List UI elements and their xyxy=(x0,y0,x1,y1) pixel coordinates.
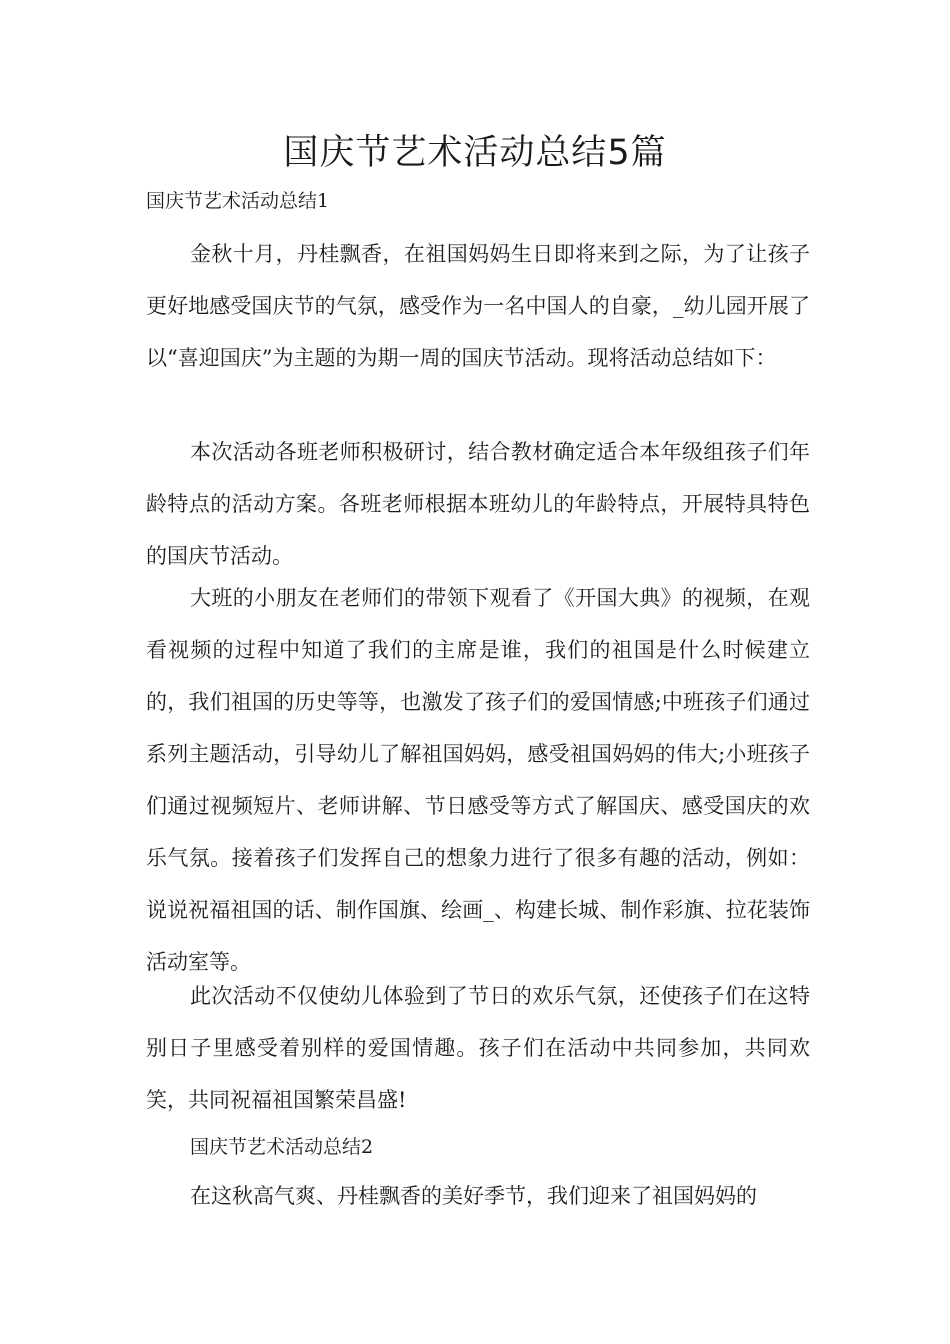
document-title: 国庆节艺术活动总结5篇 xyxy=(283,133,667,173)
paragraph-2-1: 在这秋高气爽、丹桂飘香的美好季节，我们迎来了祖国妈妈的 xyxy=(190,1184,757,1208)
section-heading-1: 国庆节艺术活动总结1 xyxy=(146,190,330,212)
paragraph-1-4: 此次活动不仅使幼儿体验到了节日的欢乐气氛，还使孩子们在这特别日子里感受着别样的爱国情趣。孩子们在活动中共同参加，共同欢笑，共同祝福祖国繁荣昌盛! xyxy=(146,984,810,1112)
paragraph-1-1: 金秋十月，丹桂飘香，在祖国妈妈生日即将来到之际，为了让孩子更好地感受国庆节的气氛，感受作为一名中国人的自豪，_幼儿园开展了以“喜迎国庆”为主题的为期一周的国庆节活动。现将活动总结如下： xyxy=(146,242,810,370)
section-heading-2: 国庆节艺术活动总结2 xyxy=(190,1136,374,1158)
paragraph-1-2: 本次活动各班老师积极研讨，结合教材确定适合本年级组孩子们年龄特点的活动方案。各班老师根据本班幼儿的年龄特点，开展特具特色的国庆节活动。 xyxy=(146,440,810,568)
paragraph-1-3: 大班的小朋友在老师们的带领下观看了《开国大典》的视频，在观看视频的过程中知道了我们的主席是谁，我们的祖国是什么时候建立的，我们祖国的历史等等，也激发了孩子们的爱国情感;中班孩子们通过系列主题活动，引导幼儿了解祖国妈妈，感受祖国妈妈的伟大;小班孩子们通过视频短片、老师讲解、节日感受等方式了解国庆、感受国庆的欢乐气氛。接着孩子们发挥自己的想象力进行了很多有趣的活动，例如：说说祝福祖国的话、制作国旗、绘画_、构建长城、制作彩旗、拉花装饰活动室等。 xyxy=(146,586,810,974)
